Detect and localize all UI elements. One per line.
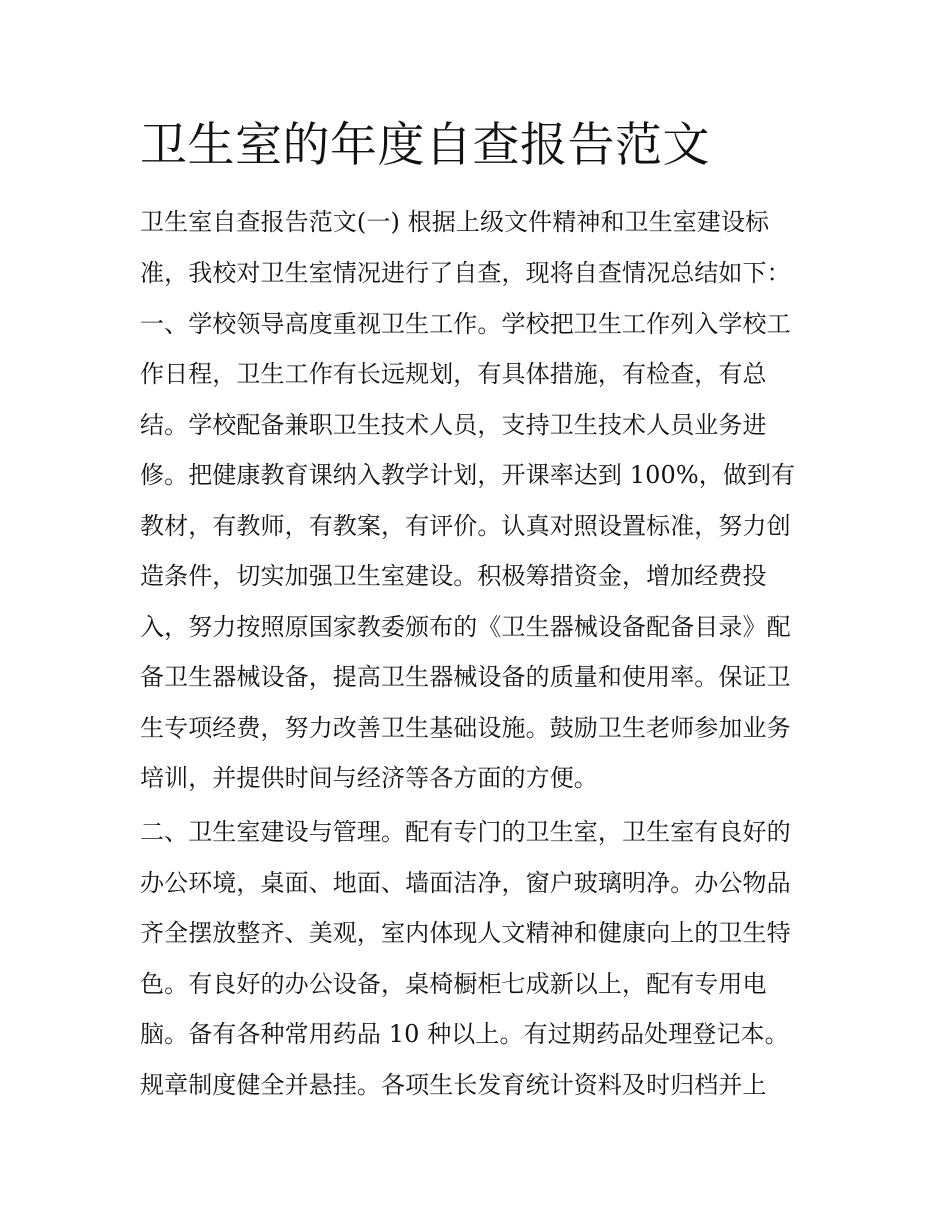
paragraph-line: 卫生室自查报告范文(一) 根据上级文件精神和卫生室建设标 [140,208,770,236]
paragraph-line: 备卫生器械设备，提高卫生器械设备的质量和使用率。保证卫 [140,663,791,691]
paragraph-line: 教材，有教师，有教案，有评价。认真对照设置标准，努力创 [140,512,791,540]
paragraph-line: 办公环境，桌面、地面、墙面洁净，窗户玻璃明净。办公物品 [140,869,791,897]
paragraph-line: 生专项经费，努力改善卫生基础设施。鼓励卫生老师参加业务 [140,714,791,742]
paragraph-line: 造条件，切实加强卫生室建设。积极筹措资金，增加经费投 [140,562,767,590]
paragraph-line: 二、卫生室建设与管理。配有专门的卫生室，卫生室有良好的 [140,818,791,846]
paragraph-line: 规章制度健全并悬挂。各项生长发育统计资料及时归档并上 [140,1071,767,1099]
paragraph-line: 齐全摆放整齐、美观，室内体现人文精神和健康向上的卫生特 [140,919,791,947]
document-title: 卫生室的年度自查报告范文 [140,118,710,173]
paragraph-line: 准，我校对卫生室情况进行了自查，现将自查情况总结如下： [140,259,791,287]
paragraph-line: 修。把健康教育课纳入教学计划，开课率达到 100%，做到有 [140,461,796,489]
paragraph-line: 色。有良好的办公设备，桌椅橱柜七成新以上，配有专用电 [140,970,767,998]
paragraph-line: 一、学校领导高度重视卫生工作。学校把卫生工作列入学校工 [140,310,791,338]
paragraph-line: 培训，并提供时间与经济等各方面的方便。 [140,764,598,792]
paragraph-line: 结。学校配备兼职卫生技术人员，支持卫生技术人员业务进 [140,411,767,439]
paragraph-line: 脑。备有各种常用药品 10 种以上。有过期药品处理登记本。 [140,1020,789,1048]
paragraph-line: 作日程，卫生工作有长远规划，有具体措施，有检查，有总 [140,360,767,388]
paragraph-line: 入，努力按照原国家教委颁布的《卫生器械设备配备目录》配 [140,613,791,641]
